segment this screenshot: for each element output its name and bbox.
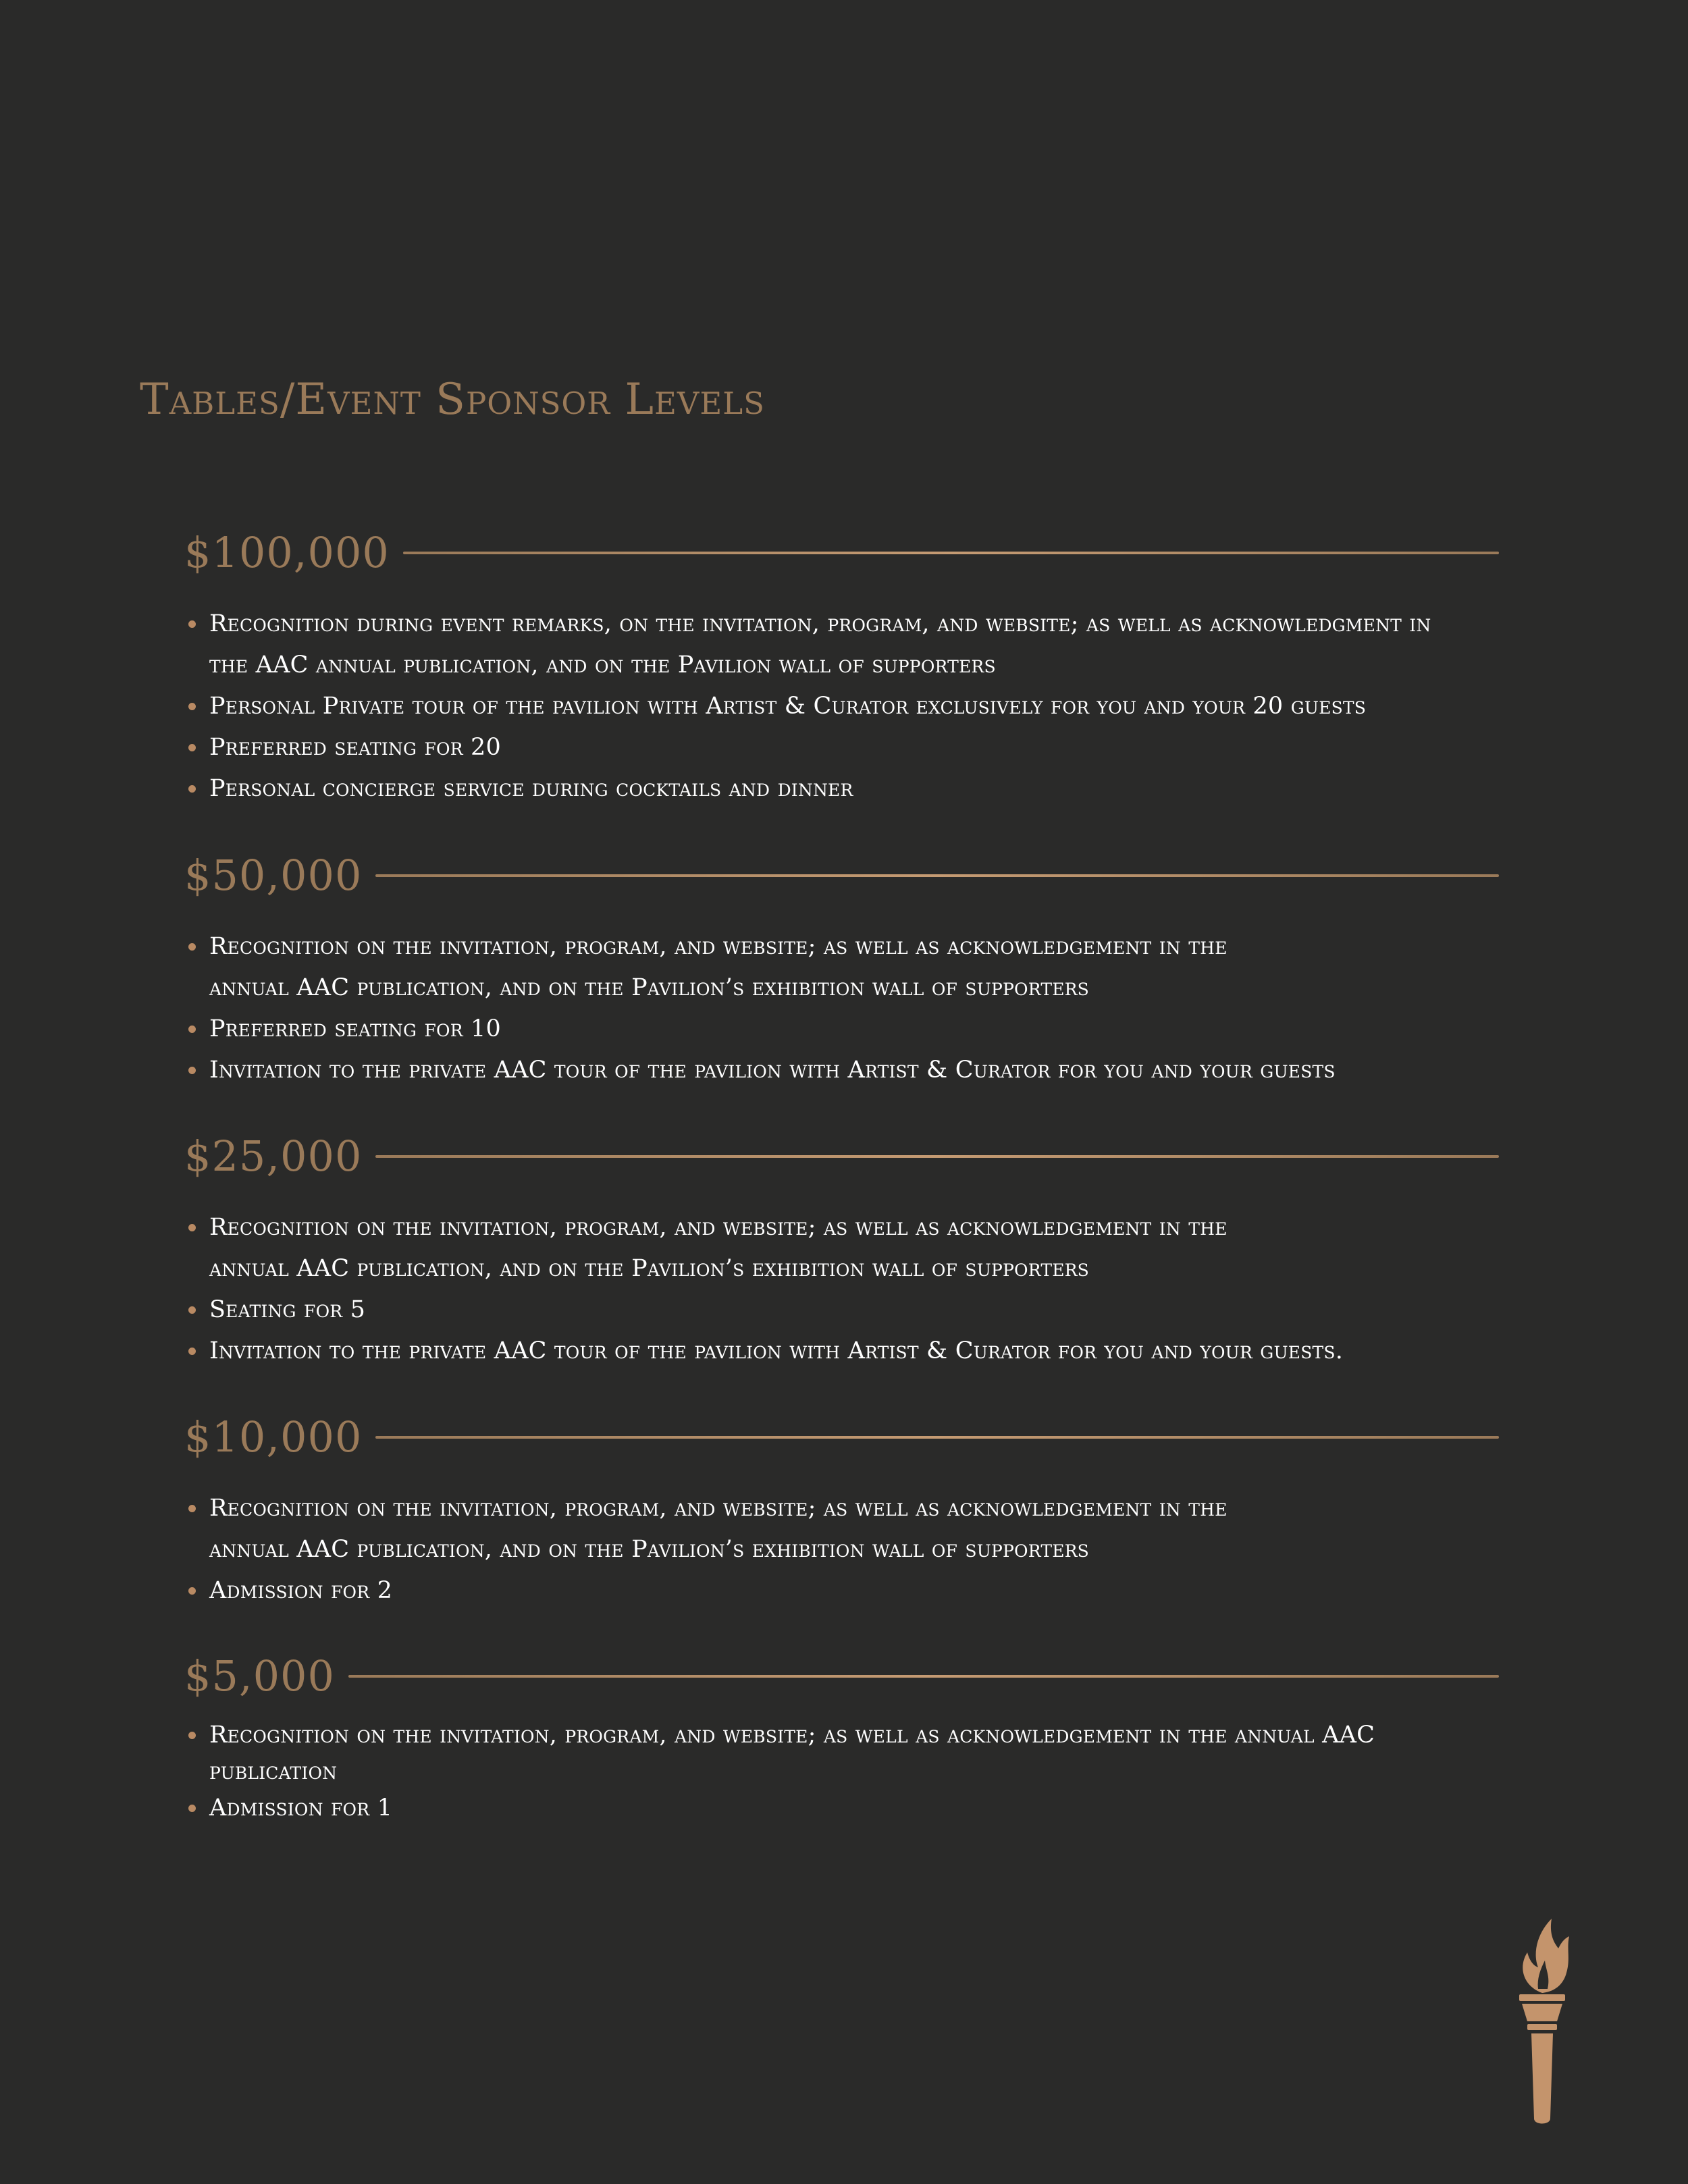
benefit-list xyxy=(184,1717,1499,1826)
bullet-icon xyxy=(188,1224,196,1231)
tier-100000 xyxy=(184,519,1499,809)
benefit-item xyxy=(184,604,1499,686)
page-title: Tables/Event Sponsor Levels xyxy=(140,375,765,425)
benefit-text: Seating for 5 xyxy=(209,1296,366,1323)
tier-50000 xyxy=(184,842,1499,1091)
benefit-text: Recognition on the invitation, program, and website; as well as acknowledgement in the annual AAC publication, and on the Pavilion’s exhibition wall of supporters xyxy=(209,933,1228,1001)
benefit-text: Recognition on the invitation, program, and website; as well as acknowledgement in the annual AAC publication, and on the Pavilion’s exhibition wall of supporters xyxy=(209,1214,1228,1282)
benefit-list xyxy=(184,926,1499,1091)
benefit-item xyxy=(184,1570,1499,1612)
torch-icon xyxy=(1510,1919,1575,2128)
benefit-text: Personal Private tour of the pavilion with Artist & Curator exclusively for you and your 20 guests xyxy=(209,693,1367,720)
bullet-icon xyxy=(188,1587,196,1595)
benefit-list xyxy=(184,1207,1499,1372)
torch-rim xyxy=(1519,1994,1565,2001)
tier-header xyxy=(184,1643,1499,1710)
bullet-icon xyxy=(188,1732,196,1739)
tier-header xyxy=(184,519,1499,587)
benefit-item xyxy=(184,1790,1499,1826)
tier-amount: $100,000 xyxy=(184,528,390,577)
benefit-text: Personal concierge service during cocktails and dinner xyxy=(209,775,853,802)
benefit-text: Admission for 1 xyxy=(209,1794,393,1821)
benefit-item xyxy=(184,926,1499,1009)
benefit-text: Recognition during event remarks, on the invitation, program, and website; as well as acknowledgment in the AAC annual publication, and on the Pavilion wall of supporters xyxy=(209,610,1431,678)
tier-divider xyxy=(348,1675,1499,1678)
benefit-text: Recognition on the invitation, program, and website; as well as acknowledgement in the annual AAC publication, and on the Pavilion’s exhibition wall of supporters xyxy=(209,1495,1228,1563)
tier-5000 xyxy=(184,1643,1499,1826)
benefit-item xyxy=(184,1717,1499,1790)
tier-amount: $10,000 xyxy=(184,1412,363,1462)
tier-header xyxy=(184,1123,1499,1190)
benefit-text: Invitation to the private AAC tour of the pavilion with Artist & Curator for you and your guests. xyxy=(209,1337,1344,1364)
tier-amount: $50,000 xyxy=(184,851,363,900)
tier-divider xyxy=(403,552,1499,554)
benefit-list xyxy=(184,604,1499,809)
benefit-item xyxy=(184,1050,1499,1091)
tier-divider xyxy=(375,874,1499,877)
tier-header xyxy=(184,1404,1499,1471)
benefit-item xyxy=(184,686,1499,727)
torch-band xyxy=(1527,2024,1557,2030)
bullet-icon xyxy=(188,1805,196,1812)
benefit-list xyxy=(184,1488,1499,1612)
benefit-text: Recognition on the invitation, program, and website; as well as acknowledgement in the annual AAC publication xyxy=(209,1722,1375,1785)
benefit-item xyxy=(184,1207,1499,1289)
bullet-icon xyxy=(188,703,196,710)
benefit-item xyxy=(184,1289,1499,1331)
tier-10000 xyxy=(184,1404,1499,1612)
tier-divider xyxy=(375,1155,1499,1158)
benefit-text: Preferred seating for 20 xyxy=(209,734,501,761)
benefit-item xyxy=(184,727,1499,768)
torch-bowl xyxy=(1522,2004,1562,2021)
benefit-text: Invitation to the private AAC tour of the pavilion with Artist & Curator for you and your guests xyxy=(209,1057,1336,1084)
tier-25000 xyxy=(184,1123,1499,1372)
bullet-icon xyxy=(188,1306,196,1314)
tier-amount: $25,000 xyxy=(184,1131,363,1181)
bullet-icon xyxy=(188,785,196,793)
benefit-text: Preferred seating for 10 xyxy=(209,1015,501,1042)
tier-amount: $5,000 xyxy=(184,1651,335,1701)
bullet-icon xyxy=(188,620,196,628)
bullet-icon xyxy=(188,1067,196,1074)
bullet-icon xyxy=(188,744,196,751)
bullet-icon xyxy=(188,1505,196,1512)
benefit-text: Admission for 2 xyxy=(209,1577,393,1604)
torch-handle xyxy=(1531,2033,1553,2124)
bullet-icon xyxy=(188,1348,196,1355)
benefit-item xyxy=(184,768,1499,809)
benefit-item xyxy=(184,1009,1499,1050)
tier-divider xyxy=(375,1436,1499,1439)
bullet-icon xyxy=(188,1026,196,1033)
benefit-item xyxy=(184,1331,1499,1372)
tier-header xyxy=(184,842,1499,909)
benefit-item xyxy=(184,1488,1499,1570)
bullet-icon xyxy=(188,943,196,951)
